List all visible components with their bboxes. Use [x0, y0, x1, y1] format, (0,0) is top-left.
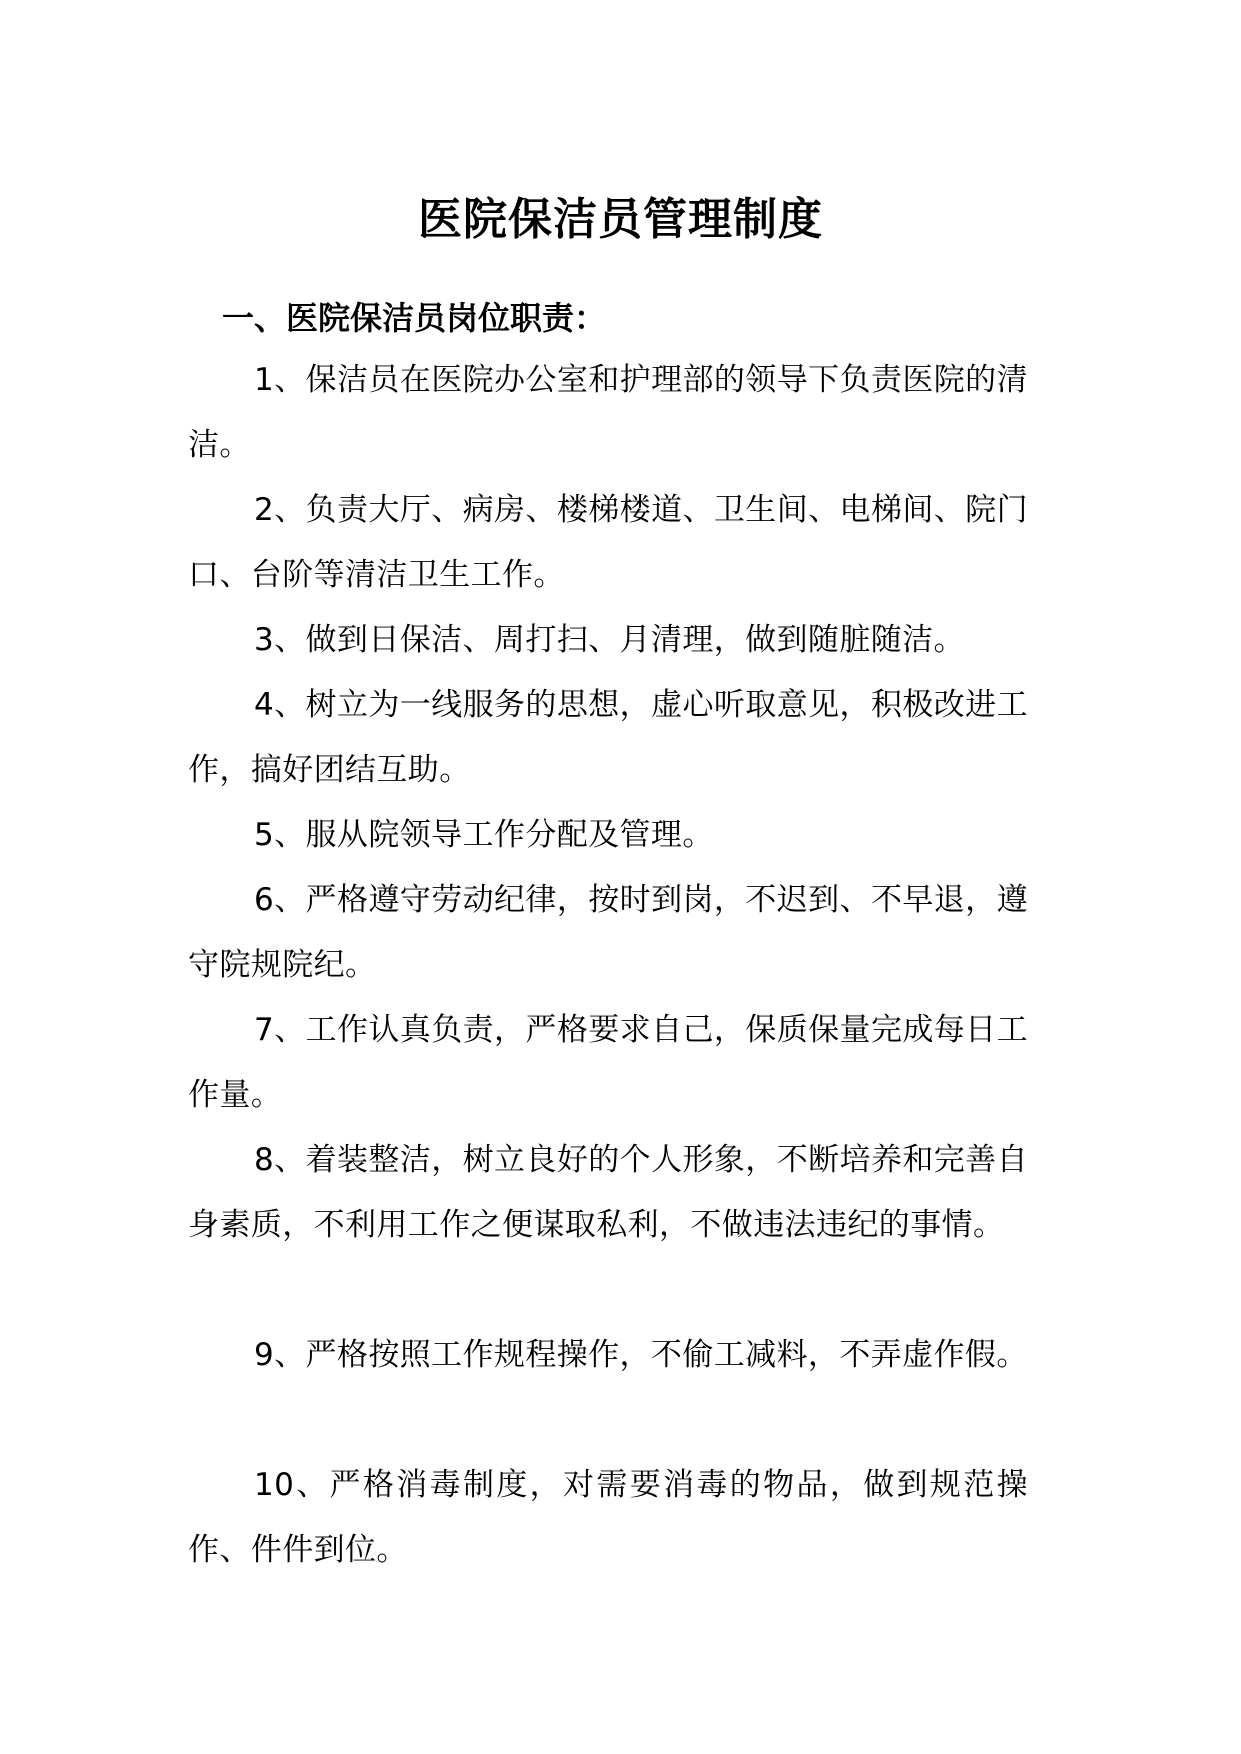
duty-item-10: 10、严格消毒制度，对需要消毒的物品，做到规范操作、件件到位。: [188, 1467, 1028, 1568]
document-title: 医院保洁员管理制度: [418, 194, 823, 245]
duty-item-9: 9、严格按照工作规程操作，不偷工减料，不弄虚作假。: [254, 1337, 1028, 1373]
duty-item-6: 6、严格遵守劳动纪律，按时到岗，不迟到、不早退，遵守院规院纪。: [188, 882, 1028, 983]
duty-item-1: 1、保洁员在医院办公室和护理部的领导下负责医院的清洁。: [188, 362, 1028, 463]
duty-item-7: 7、工作认真负责，严格要求自己，保质保量完成每日工作量。: [188, 1012, 1028, 1113]
section-heading: 一、医院保洁员岗位职责：: [222, 299, 607, 337]
duty-item-8: 8、着装整洁，树立良好的个人形象，不断培养和完善自身素质，不利用工作之便谋取私利，不做违法违纪的事情。: [188, 1142, 1028, 1243]
duty-item-5: 5、服从院领导工作分配及管理。: [254, 817, 714, 853]
duty-item-2: 2、负责大厅、病房、楼梯楼道、卫生间、电梯间、院门口、台阶等清洁卫生工作。: [188, 492, 1028, 593]
duty-item-4: 4、树立为一线服务的思想，虚心听取意见，积极改进工作，搞好团结互助。: [188, 687, 1028, 788]
duty-item-3: 3、做到日保洁、周打扫、月清理，做到随脏随洁。: [254, 622, 965, 658]
